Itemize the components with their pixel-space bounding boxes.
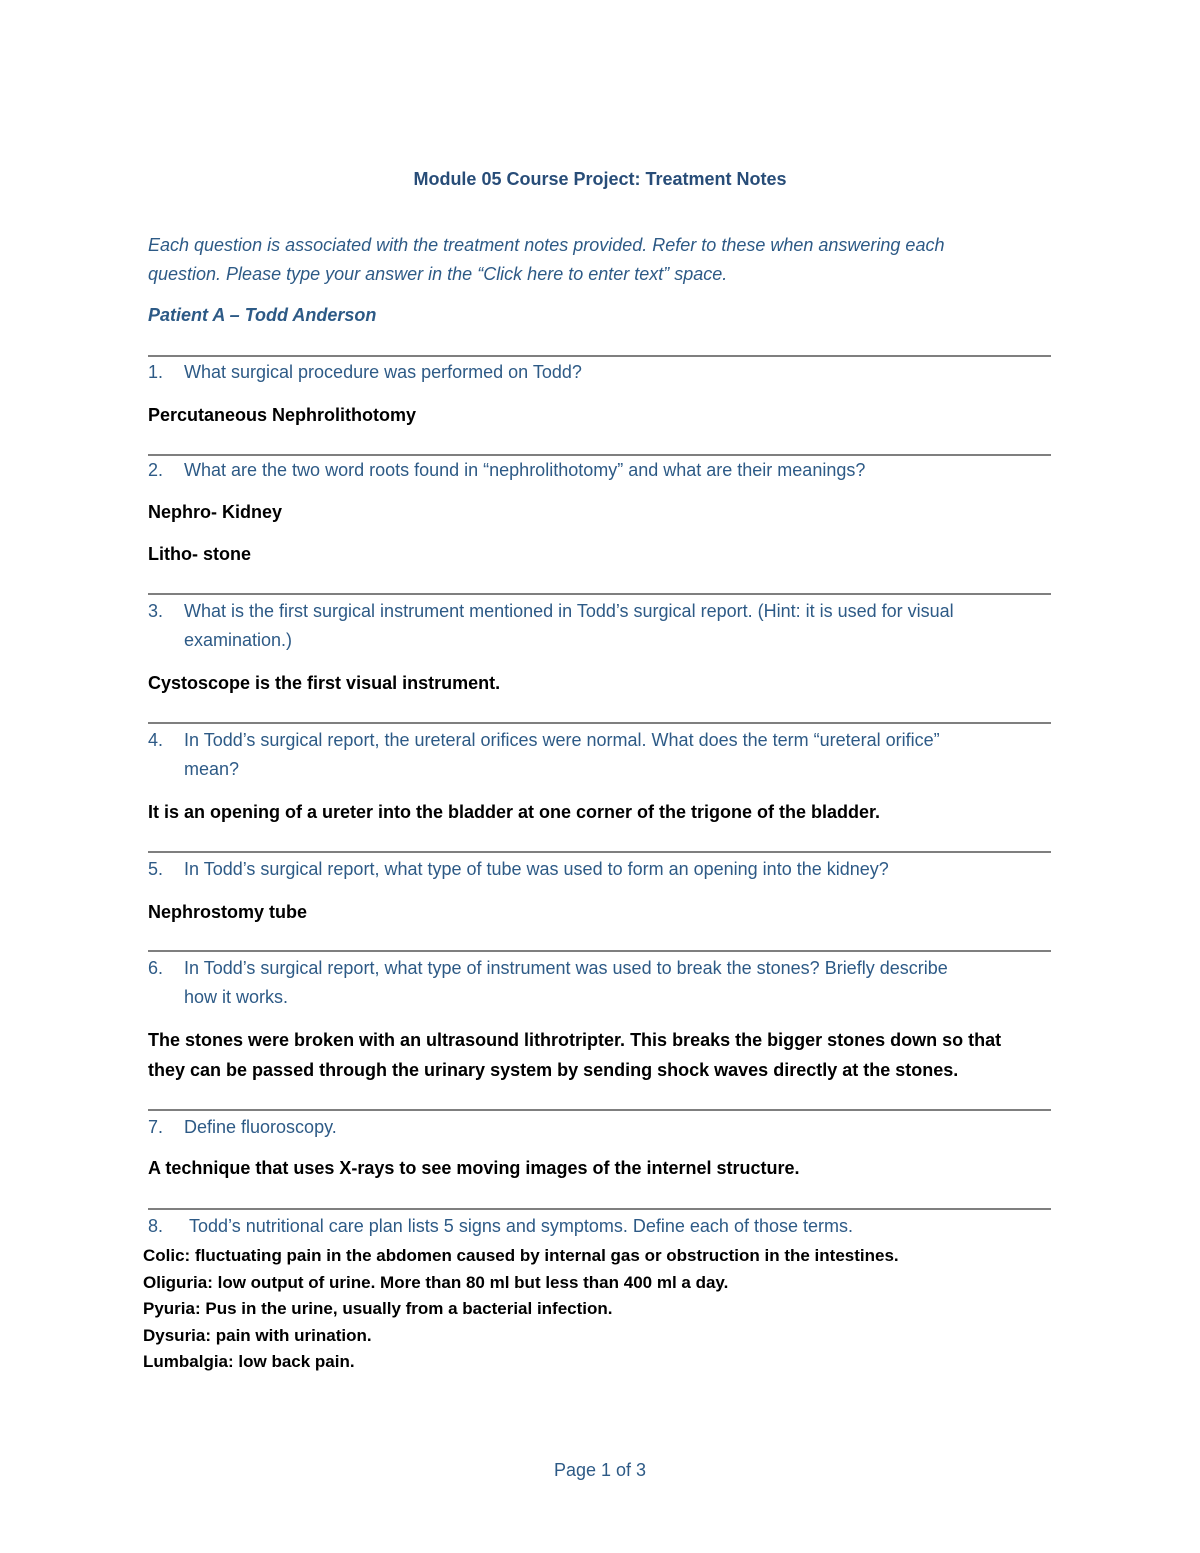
question-text: examination.) <box>184 630 293 650</box>
document-title: Module 05 Course Project: Treatment Notes <box>413 169 787 189</box>
answer-text: Percutaneous Nephrolithotomy <box>148 405 417 425</box>
question-divider <box>148 1109 1051 1111</box>
answer-text: Cystoscope is the first visual instrument. <box>148 673 501 693</box>
question-number: 6. <box>148 958 164 978</box>
question-divider <box>148 722 1051 724</box>
question-text: In Todd’s surgical report, what type of instrument was used to break the stones? Briefly describe <box>184 958 948 978</box>
answer-text: they can be passed through the urinary system by sending shock waves directly at the stones. <box>148 1060 959 1080</box>
question-divider <box>148 950 1051 952</box>
definition-item: Lumbalgia: low back pain. <box>143 1352 355 1371</box>
question-number: 4. <box>148 730 164 750</box>
question-divider <box>148 1208 1051 1210</box>
answer-text: Nephro- Kidney <box>148 502 283 522</box>
definition-item: Pyuria: Pus in the urine, usually from a bacterial infection. <box>143 1299 613 1318</box>
question-text: mean? <box>184 759 240 779</box>
question-number: 8. <box>148 1216 164 1236</box>
answer-text: A technique that uses X-rays to see moving images of the internel structure. <box>148 1158 800 1178</box>
question-text: Todd’s nutritional care plan lists 5 signs and symptoms. Define each of those terms. <box>189 1216 853 1236</box>
answer-text: Litho- stone <box>148 544 251 564</box>
question-text: What is the first surgical instrument mentioned in Todd’s surgical report. (Hint: it is used for visual <box>184 601 954 621</box>
page-footer: Page 1 of 3 <box>553 1460 647 1480</box>
question-text: In Todd’s surgical report, the ureteral orifices were normal. What does the term “ureteral orifice” <box>184 730 940 750</box>
question-divider <box>148 593 1051 595</box>
definition-item: Dysuria: pain with urination. <box>143 1325 372 1345</box>
definition-item: Colic: fluctuating pain in the abdomen caused by internal gas or obstruction in the intestines. <box>143 1246 899 1265</box>
question-divider <box>148 851 1051 853</box>
answer-text: It is an opening of a ureter into the bladder at one corner of the trigone of the bladder. <box>148 802 881 822</box>
answer-text: The stones were broken with an ultrasound lithrotripter. This breaks the bigger stones down so that <box>148 1030 1002 1050</box>
question-number: 1. <box>148 362 164 382</box>
question-text: Define fluoroscopy. <box>184 1117 337 1137</box>
question-divider <box>148 454 1051 456</box>
definitions-list <box>143 1243 899 1376</box>
question-number: 3. <box>148 601 164 621</box>
question-number: 2. <box>148 460 164 480</box>
question-divider <box>148 355 1051 357</box>
definition-item: Oliguria: low output of urine. More than 80 ml but less than 400 ml a day. <box>143 1272 729 1292</box>
question-text: how it works. <box>184 987 289 1007</box>
question-text: What surgical procedure was performed on Todd? <box>184 362 582 382</box>
question-text: In Todd’s surgical report, what type of tube was used to form an opening into the kidney? <box>184 859 889 879</box>
question-text: What are the two word roots found in “nephrolithotomy” and what are their meanings? <box>184 460 866 480</box>
intro-line: Each question is associated with the treatment notes provided. Refer to these when answering each <box>148 235 945 255</box>
answer-text: Nephrostomy tube <box>148 902 308 922</box>
intro-line: question. Please type your answer in the “Click here to enter text” space. <box>148 264 728 284</box>
question-number: 7. <box>148 1117 164 1137</box>
intro-text <box>148 231 1058 289</box>
patient-heading: Patient A – Todd Anderson <box>148 305 377 325</box>
question-number: 5. <box>148 859 164 879</box>
